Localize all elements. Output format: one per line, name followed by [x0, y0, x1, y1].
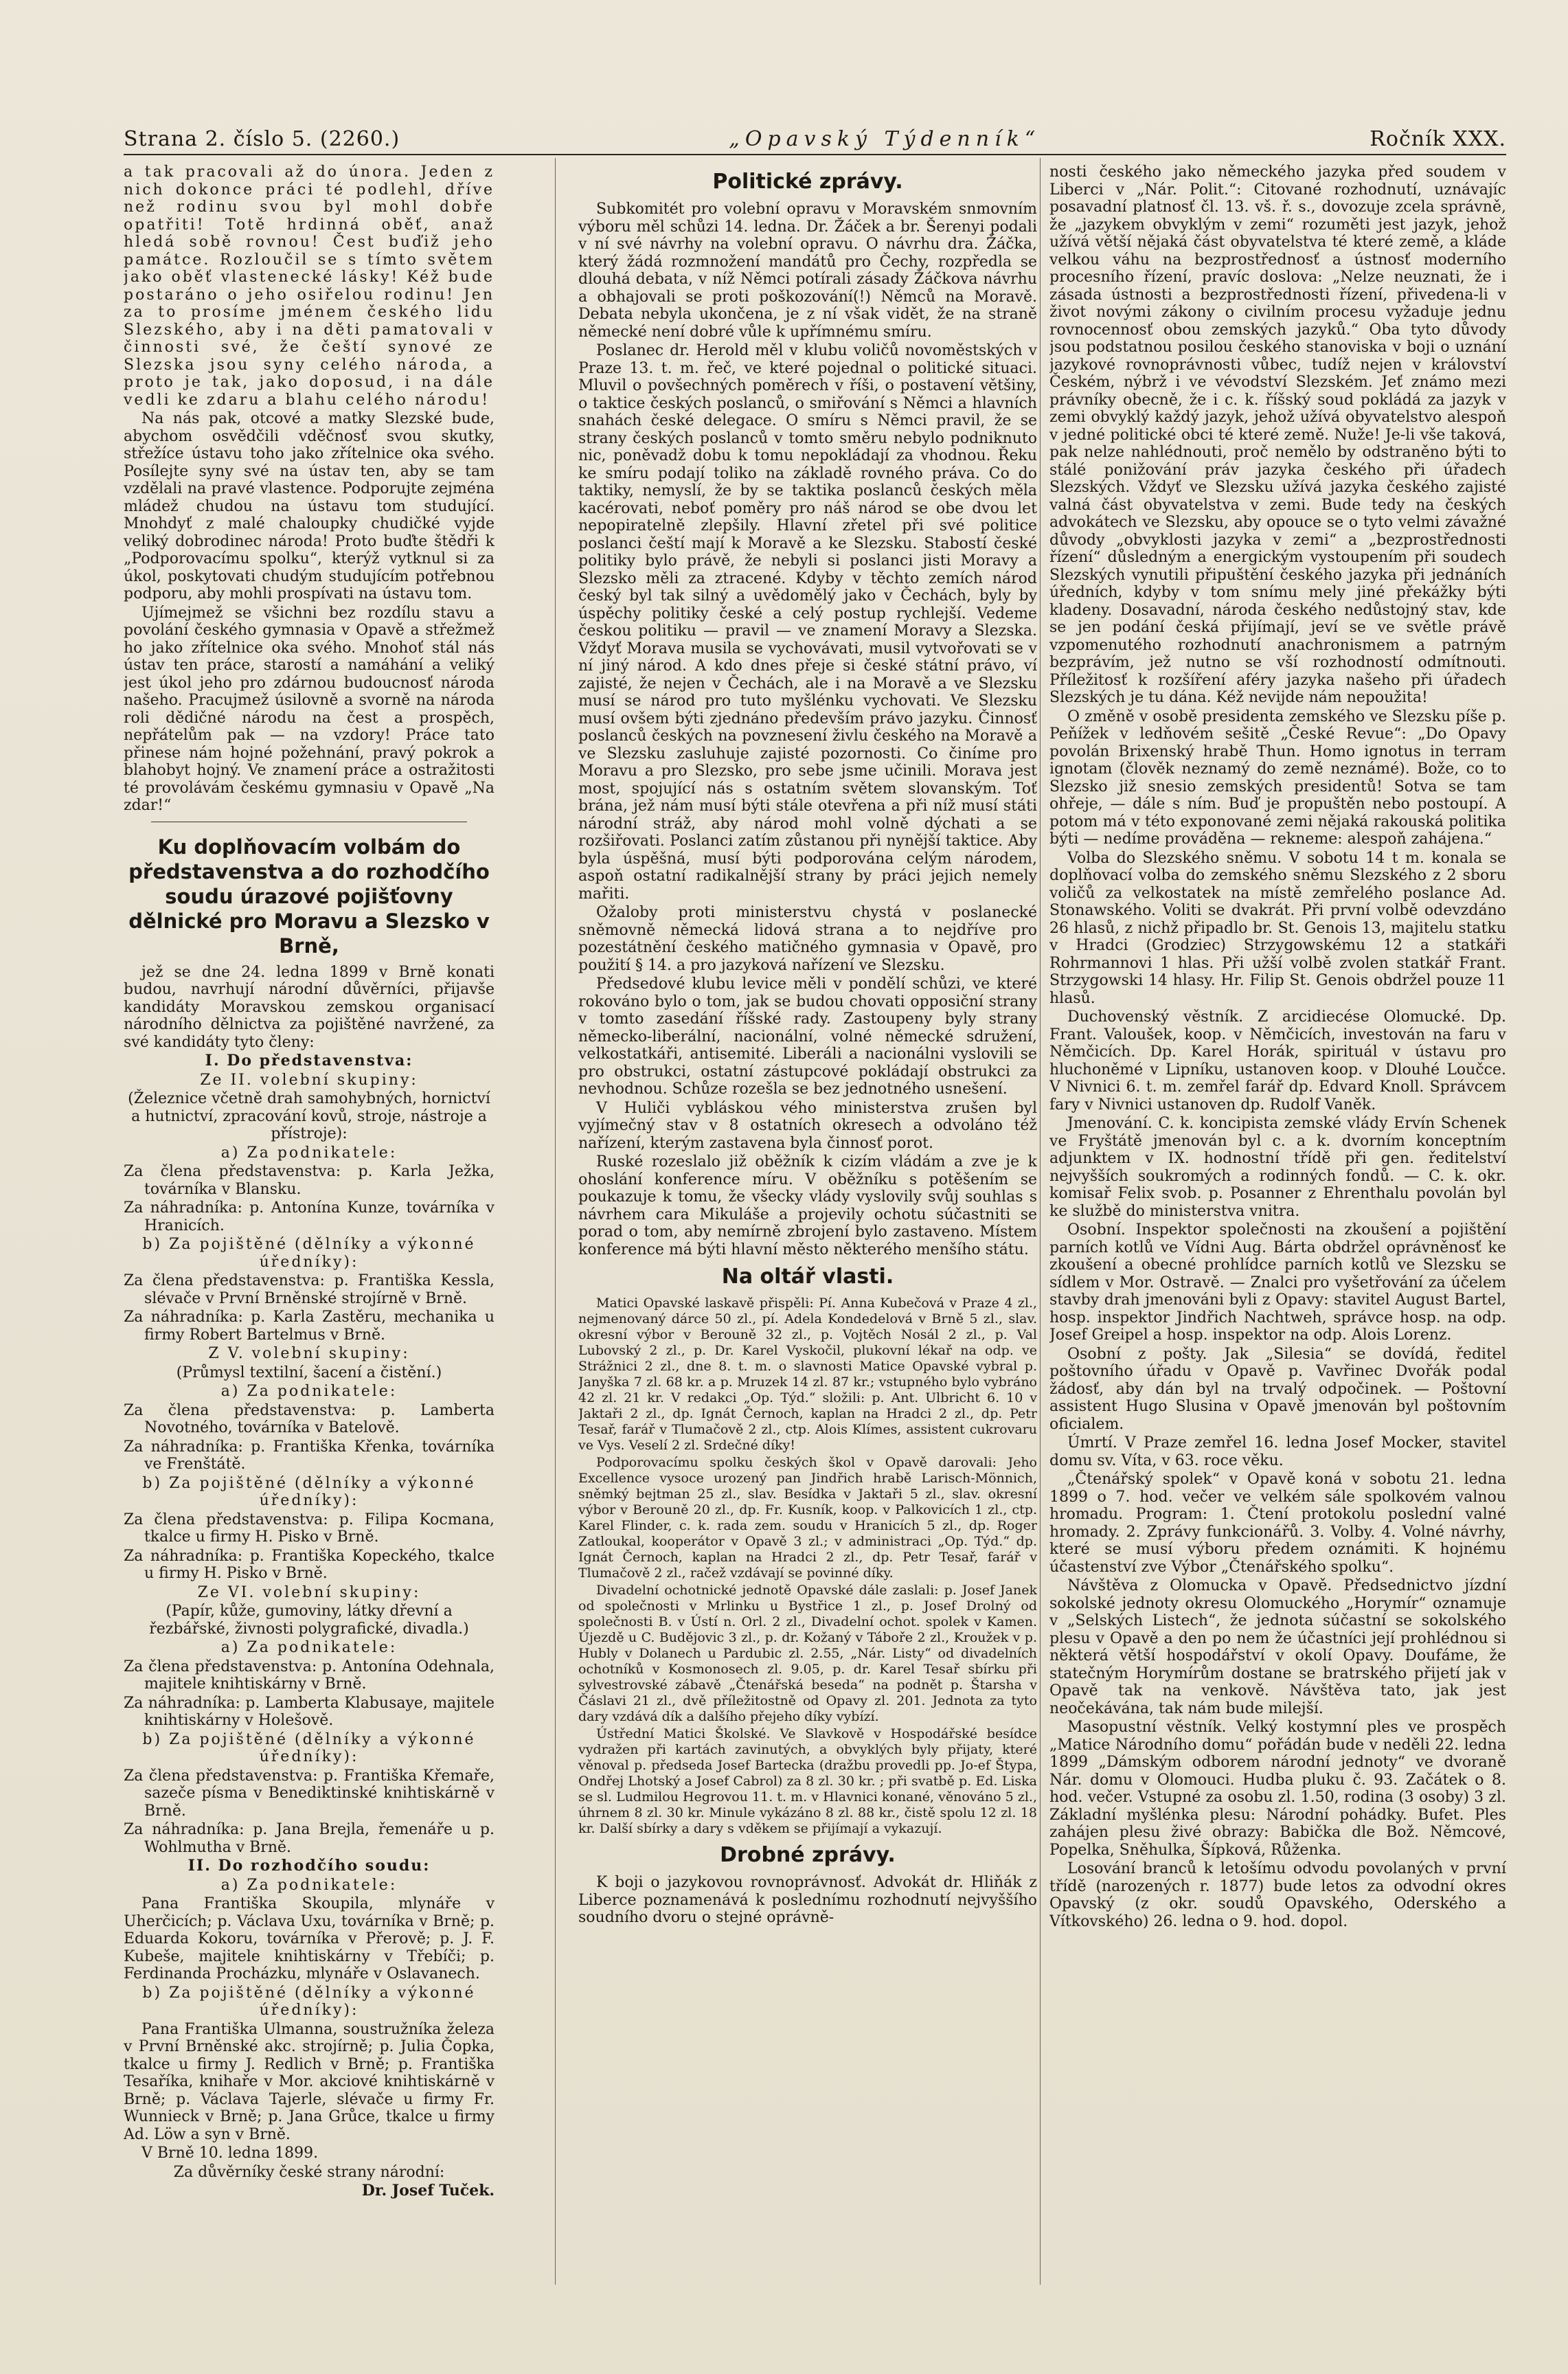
news-item: Osobní. Inspektor společnosti na zkoušení a pojištění parních kotlů ve Vídni Aug. Bárta obdržel oprávněnosť ke zkoušení a obecné prohlídce parních kotlů ve Slezsku se sídlem v Mor. Ostravě. — Znalci pro vyšetřování za účelem stavby drah jmenováni byli z Opavy: stavitel August Bartel, hosp. inspektor Jindřich Nachtweh, správce hosp. na odp. Josef Greipel a hosp. inspektor na odp. Alois Lorenz.: [1049, 1221, 1506, 1344]
article-paragraph: Ruské rozeslalo již oběžník k cizím vládám a zve je k ohoslání konference míru. V oběžníku s potěšením se poukazuje k tomu, že všecky vlády vyslovily svůj souhlas s návrhem cara Mikuláše a projevily ochotu súčastniti se porad o tom, aby nemírně zbrojení bylo zastaveno. Místem konference má býti hlavní město některého menšího státu.: [578, 1153, 1037, 1258]
candidate-line: Pana Františka Skoupila, mlynáře v Uherčicích; p. Václava Uxu, továrníka v Brně; p. Eduarda Kokoru, továrníka v Přerově; p. J. F. Kubeše, majitele knihtiskárny v Třebíči; p. Ferdinanda Procházku, mlynáře v Oslavanech.: [124, 1895, 495, 1982]
page-number: Strana 2. číslo 5. (2260.): [124, 127, 400, 151]
article-paragraph: Poslanec dr. Herold měl v klubu voličů novoměstských v Praze 13. t. m. řeč, ve které pojednal o politické situaci. Mluvil o povšechných poměrech v říši, o postavení většiny, o taktice českých poslanců, o smiřování s Němci a hlavních snahách české delegace. O smíru s Němci pravil, že se strany českých poslanců v tomto směru nebylo podniknuto nic, poněvadž dobu k tomu nepokládají za vhodnou. Řeku ke smíru podají toliko na základě rovného práva. Co do taktiky, nemyslí, že by se taktika poslanců českých měla kacérovati, neboť poměry pro náš národ se obe dvou let nepopiratelně zlepšily. Hlavní zřetel při své politice poslanci čeští mají k Moravě a ke Slezsku. Stabostí české politiky bylo právě, že nebyli si poslanci jisti Moravy a Slezsko měli za ztracené. Kdyby v těchto zemích národ český byl tak silný a uvědomělý jako v Čechách, byly by úspěchy politiky české a celý postup rychlejší. Vedeme českou politiku — pravil — ve znamení Moravy a Slezska. Vždyť Morava musila se vychovávati, musil vytvořovati se v ní jiný národ. A kdo dnes přeje si české státní právo, ví zajisté, že nejen v Čechách, ale i na Moravě a ve Slezsku musí se národ pro tuto myšlénku vychovati. Ve Slezsku musí ovšem býti zjednáno především právo jazyku. Činnosť poslanců českých na povznesení živlu českého na Moravě a ve Slezsku zasluhuje zajisté pozornosti. Co činíme pro Moravu a pro Slezsko, pro sebe jsme učinili. Morava jest most, spojující nás s ostatním světem slovanským. Toť brána, jež nám musí býti stále otevřena a při níž musí státi národní stráž, aby národ mohl volně dýchati a se rozšiřovati. Poslanci zatím zůstanou při nynější taktice. Aby byla úspěšná, musí býti podporována celým národem, aspoň ostatní radikalnější strany by práci jejich nemely mařiti.: [578, 342, 1037, 903]
section-title-na-oltar-vlasti: Na oltář vlasti.: [721, 1265, 894, 1289]
category-heading: a) Za podnikatele:: [220, 1383, 398, 1400]
candidate-line: Za náhradníka: p. Jana Brejla, řemenáře u p. Wohlmutha v Brně.: [124, 1821, 495, 1856]
news-item: Úmrtí. V Praze zemřel 16. ledna Josef Mocker, stavitel domu sv. Víta, v 63. roce věku.: [1049, 1434, 1506, 1469]
section-title-drobne-zpravy: Drobné zprávy.: [720, 1843, 896, 1867]
subsection-heading: Ze II. volební skupiny:: [200, 1071, 418, 1089]
news-item: „Čtenářský spolek“ v Opavě koná v sobotu 21. ledna 1899 o 7. hod. večer ve velkém sále spolkovém valnou hromadu. Program: 1. Čtení protokolu poslední valné hromady. 2. Zprávy funkcionářů. 3. Volby. 4. Volné návrhy, které se musí výboru předem oznámiti. K hojnému účastenství zve Výbor „Čtenářského spolku“.: [1049, 1471, 1506, 1576]
donation-paragraph: Ústřední Matici Školské. Ve Slavkově v Hospodářské besídce vydražen při kartách zavinutých, a obvyklých byly přijaty, které věnoval p. předseda Josef Bartecka (dražbu provedli pp. Jo-ef Štypa, Ondřej Lhotský a Josef Cabrol) za 8 zl. 30 kr. ; při svatbě p. Ed. Liska se sl. Ludmilou Hegrovou 11. t. m. v Hlavnici konané, věnováno 5 zl., úhrnem 8 zl. 30 kr. Minule vykázáno 8 zl. 88 kr., čistě spolu 12 zl. 18 kr. Další sbírky a dary s vděkem se přijímají a vykazují.: [578, 1726, 1037, 1836]
candidate-line: Pana Františka Ulmanna, soustružníka železa v První Brněnské akc. strojírně; p. Julia Čopka, tkalce u firmy J. Redlich v Brně; p. Františka Tesaříka, knihaře v Mor. akciové knihtiskárně v Brně; p. Václava Tajerle, slévače u firmy Fr. Wunnieck v Brně; p. Jana Grůce, tkalce u firmy Ad. Löw a syn v Brně.: [124, 2020, 495, 2143]
signature: Dr. Josef Tuček.: [361, 2182, 495, 2200]
candidate-line: Za člena představenstva: p. Lamberta Novotného, továrníka v Batelově.: [124, 1401, 495, 1436]
news-item: Osobní z pošty. Jak „Silesia“ se dovídá, ředitel poštovního úřadu v Opavě p. Vavřinec Dvořák podal žádosť, aby dán byl na trvalý odpočinek. — Poštovní assistent Hugo Slusina v Opavě jmenován byl poštovním oficialem.: [1049, 1345, 1506, 1433]
candidate-line: Za člena představenstva: p. Antonína Odehnala, majitele knihtiskárny v Brně.: [124, 1658, 495, 1693]
news-item: Jmenování. C. k. koncipista zemské vlády Ervín Schenek ve Fryštátě jmenován byl c. a k. dvorním konceptním adjunktem v IX. hodnostní třídě při gen. ředitelství nejvyšších soukromých a rodinných fondů. — C. k. okr. komisař Felix svob. p. Posanner z Ehrenthalu povolán byl ke službě do ministerstva vnitra.: [1049, 1115, 1506, 1220]
header-rule: [124, 154, 1506, 155]
donation-paragraph: Matici Opavské laskavě přispěli: Pí. Anna Kubečová v Praze 4 zl., nejmenovaný dárce 50 zl., pí. Adela Kondedelová v Brně 5 zl., slav. okresní výbor v Berouně 32 zl., p. Vojtěch Nosál 2 zl., p. Val Lubovský 2 zl., p. Dr. Karel Vyskočil, plukovní lékař na odp. ve Strážnici 2 zl., dne 8. t. m. o slavnosti Matice Opavské vybral p. Janyška 7 zl. 68 kr. a p. Mruzek 14 zl. 87 kr.; vstupného bylo vybráno 42 zl. 21 kr. V redakci „Op. Týd.“ složili: p. Ant. Ulbricht 6. 10 v Jaktaři 2 zl., dp. Ignát Černoch, kaplan na Hradci 2 zl., dp. Petr Tesař, farář v Tlumačově 2 zl., ctp. Alois Klímes, assistent cukrovaru ve Vys. Veselí 2 zl. Srdečné díky!: [578, 1296, 1037, 1453]
news-item: Volba do Slezského sněmu. V sobotu 14 t m. konala se doplňovací volba do zemského sněmu Slezského z 2 sboru voličů za velkostatek na místě zemřelého poslance Ad. Stonawského. Voliti se dvakrát. Při první volbě odevzdáno 26 hlasů, z nichž připadlo br. St. Genois 13, majitelu statku v Hradci (Grodziec) Strzygowskému 12 a statkáři Rohrmannovi 1 hlas. Při užší volbě zvolen statkář Frant. Strzygowski 14 hlasy. Hr. Filip St. Genois obdržel pouze 11 hlasů.: [1049, 849, 1506, 1007]
column-2: [578, 163, 1037, 2292]
section-title-politicke-zpravy: Politické zprávy.: [712, 170, 903, 194]
article-paragraph: V Huliči vybláskou vého ministerstva zrušen byl vyjímečný stav v 8 ostatních okresech a odvoláno též nařízení, kterým zastavena byla činnosť porot.: [578, 1099, 1037, 1152]
news-item: Masopustní věstník. Velký kostymní ples ve prospěch „Matice Národního domu“ pořádán bude v neděli 22. ledna 1899 „Dámským odborem národní jednoty“ ve dvoraně Nár. domu v Olomouci. Hudba pluku č. 93. Začátek o 8. hod. večer. Vstupné za osobu zl. 1.50, rodina (3 osoby) 3 zl. Základní myšlénka plesu: Národní pohádky. Bufet. Ples zahájen plesu živé obrazy: Babička dle Bož. Němcové, Popelka, Sněhulka, Šípková, Růženka.: [1049, 1719, 1506, 1859]
column-divider: [555, 158, 556, 2285]
dateline: V Brně 10. ledna 1899.: [141, 2145, 319, 2162]
news-item: Duchovenský věstník. Z arcidiecése Olomucké. Dp. Frant. Valoušek, koop. v Němčicích, investován na faru v Němčicích. Dp. Karel Horák, spirituál v ústavu pro hluchoněmé v Lipníku, ustanoven koop. v Dlouhé Loučce. V Nivnici 6. t. m. zemřel farář dp. Edvard Knoll. Správcem fary v Nivnici ustanoven dp. Rudolf Vaněk.: [1049, 1008, 1506, 1113]
group-description: (Průmysl textilní, šacení a čistění.): [176, 1364, 442, 1381]
article-paragraph: a tak pracovali až do února. Jeden z nich dokonce práci té podlehl, dříve než rodinu svou byl mohl dobře opatřiti! Totě hrdinná oběť, anaž hledá sobě rovnou! Čest buďiž jeho památce. Rozloučil se s tímto světem jako oběť vlastenecké lásky! Kéž bude postaráno o jeho osiřelou rodinu! Jen za to prosíme jménem českého lidu Slezského, aby i na děti pamatovali v činnosti své, že čeští synové ze Slezska jsou syny celého národa, a proto je tak, jako doposud, i na dále vedli ke zdaru a blahu celého národu!: [124, 163, 495, 409]
article-paragraph: Na nás pak, otcové a matky Slezské bude, abychom osvědčili vděčnosť svou skutky, střežíce ústavu toho jako zřítelnice oka svého. Posílejte syny své na ústav ten, aby se tam vzdělali na pravé vlastence. Podporujte zejména mládež chudou na ústavu tom studující. Mnohdyť z malé chaloupky chudičké vyjde veliký dobrodinec národa! Proto buďte štědři k „Podporovacímu spolku“, kterýž vytknul si za úkol, poskytovati chudým studujícím potřebnou podporu, aby mohli prospívati na ústavu tom.: [124, 410, 495, 602]
candidate-line: Za náhradníka: p. Lamberta Klabusaye, majitele knihtiskárny v Holešově.: [124, 1694, 495, 1729]
candidate-line: Za člena představenstva: p. Filipa Kocmana, tkalce u firmy H. Pisko v Brně.: [124, 1511, 495, 1546]
column-divider: [1040, 158, 1041, 2285]
masthead-title: „Opavský Týdenník“: [729, 127, 1041, 151]
candidate-line: Za náhradníka: p. Františka Kopeckého, tkalce u firmy H. Pisko v Brně.: [124, 1547, 495, 1582]
group-description: (Papír, kůže, gumoviny, látky dřevní a řezbářské, živnosti polygrafické, divadla.): [149, 1603, 469, 1638]
category-heading: b) Za pojištěné (dělníky a výkonné úředníky):: [142, 1730, 476, 1765]
news-item: Návštěva z Olomucka v Opavě. Předsednictvo jízdní sokolské jednoty okresu Olomuckého „Horymír“ oznamuje v „Selských Listech“, že jednota súčastní se sokolského plesu v Opavě a den po nem že účastníci její prohlédnou si některá větší hospodářství v okolí Opavy. Doufáme, že statečným Horymírům dostane se bratrského přijetí jak v Opavě tak na venkově. Návštěva tato, jak jest neočekávána, tak nám bude milejší.: [1049, 1577, 1506, 1717]
election-article-title: Ku doplňovacím volbám do představenstva a do rozhodčího soudu úrazové pojišťovny dělnické pro Moravu a Slezsko v Brně,: [128, 835, 490, 958]
donation-paragraph: Podporovacímu spolku českých škol v Opavě darovali: Jeho Excellence vysoce urozený pan Jindřich hrabě Larisch-Mönnich, sněmký bejtman 25 zl., slav. Besídka v Jaktaři 5 zl., slav. okresní výbor v Berouně 20 zl., dp. Fr. Kusník, koop. v Palkovicích 1 zl., ctp. Karel Flinder, c. k. rada zem. soudu v Hranicích 5 zl., dp. Roger Zatloukal, kooperátor v Opavě 3 zl.; v administraci „Op. Týd.“ dp. Ignát Černoch, kaplan na Hradci 2 zl., dp. Petr Tesař, farář v Tlumačově 2 zl., račež vzdávají se povinné díky.: [578, 1455, 1037, 1581]
election-intro: jež se dne 24. ledna 1899 v Brně konati budou, navrhují národní důvěrníci, přijavše kandidáty Moravskou zemskou organisací národního dělnictva za pojištěné navržené, za své kandidáty tyto členy:: [124, 963, 495, 1051]
candidate-line: Za člena představenstva: p. Františka Křemaře, sazeče písma v Benediktinské knihtiskárně v Brně.: [124, 1767, 495, 1820]
donation-paragraph: Divadelní ochotnické jednotě Opavské dále zaslali: p. Josef Janek od společnosti v Mrlinku u Bystřice 1 zl., p. Josef Drolný od společnosti B. v Ústí n. Orl. 2 zl., Divadelní ochot. spolek v Kamen. Újezdě u C. Budějovic 3 zl., p. dr. Kožaný v Táboře 2 zl., Kroužek v p. Hubly v Dolanech u Pardubic zl. 2.55, „Nár. Listy“ od divadelních ochotníků v Kosmonosech zl. 9.05, p. dr. Karel Tesař sbírku při sylvestrovské zábavě „Čtenářská beseda“ na podnět p. Štarsha v Čáslavi 21 zl., dvě příležitostně od Opavy zl. 201. Jednota za tyto dary vzdává dík a dalšího přejeho díky vybízí.: [578, 1583, 1037, 1724]
category-heading: b) Za pojištěné (dělníky a výkonné úředníky):: [142, 1474, 476, 1509]
candidate-line: Za člena představenstva: p. Karla Ježka, továrníka v Blansku.: [124, 1163, 495, 1198]
column-1: [124, 163, 495, 2292]
article-paragraph: Předsedové klubu levice měli v pondělí schůzi, ve které rokováno bylo o tom, jak se budou chovati opposiční strany v tomto zasedání říšské rady. Zastoupeny byly strany německo-liberální, nacionální, volné německé sdružení, velkostatkáři, antisemité. Liberáli a nacionálni vyslovili se pro obstrukci, ostatní zástupcové pokládají obstrukci za nevhodnou. Schůze rozešla se bez jednotného usnešení.: [578, 975, 1037, 1098]
news-item: Losování branců k letošímu odvodu povolaných v první třídě (narozených r. 1877) bude letos za odvodní okres Opavský (z okr. soudů Opavského, Oderského a Vítkovského) 26. ledna o 9. hod. dopol.: [1049, 1860, 1506, 1930]
article-paragraph: Ožaloby proti ministerstvu chystá v poslanecké sněmovně německá lidová strana a to nejdříve pro pozestátnění českého matičného gymnasia v Opavě, pro použití § 14. a pro jazyková nařízení ve Slezsku.: [578, 904, 1037, 974]
article-paragraph: K boji o jazykovou rovnoprávnosť. Advokát dr. Hliňák z Liberce poznamenává k poslednímu rozhodnutí nejvyššího soudního dvoru o stejné oprávně-: [578, 1874, 1037, 1926]
category-heading: a) Za podnikatele:: [220, 1144, 398, 1162]
article-paragraph: Ujímejmež se všichni bez rozdílu stavu a povolání českého gymnasia v Opavě a střežmež ho jako zřítelnice oka svého. Mnohoť stál nás ústav ten práce, starostí a namáhání a veliký jest úkol jeho pro zdárnou budoucnosť národa našeho. Pracujmež úsilovně a svorně na národa roli dědičné národu na čest a prospěch, nepřátelům pak — na vzdory! Práce tato přinese nám hojné požehnání, pravý pokrok a blahobyt hojný. Ve znamení práce a ostražitosti té provolávám českému gymnasiu v Opavě „Na zdar!“: [124, 604, 495, 814]
article-paragraph: Subkomitét pro volební opravu v Moravském snmovním výboru měl schůzi 14. ledna. Dr. Žáček a br. Šerenyi podali v ní své návrhy na volební opravu. O návrhu dra. Žáčka, který žádá rozmnožení mandátů pro Čechy, rozpředla se dlouhá debata, v níž Němci potírali zásady Žáčkova návrhu a obhajovali se proti poškozování(!) Němců na Moravě. Debata nebyla ukončena, je z ní však vidět, že na straně německé není dobré vůle k upřímnému smíru.: [578, 201, 1037, 341]
section-heading: I. Do představenstva:: [205, 1052, 413, 1070]
group-description: (Železnice včetně drah samohybných, hornictví a hutnictví, zpracování kovů, stroje, nástroje a přístroje):: [128, 1090, 490, 1142]
category-heading: a) Za podnikatele:: [220, 1639, 398, 1656]
volume-number: Ročník XXX.: [1370, 127, 1506, 151]
page-header: [124, 110, 1506, 151]
news-item: O změně v osobě presidenta zemského ve Slezsku píše p. Peňížek v ledňovém sešitě „České Revue“: „Do Opavy povolán Brixenský hrabě Thun. Homo ignotus in terram ignotam (člověk neznamý do země neznámé). Bože, co to Slezsko již snesio zemských presidentů! Sotva se tam ohřeje, — dále s ním. Buď je propuštěn nebo postoupí. A potom má v této exponované zemi nějaká rakouská politika býti — nedíme prováděna — rekneme: alespoň zahájena.“: [1049, 708, 1506, 848]
category-heading: a) Za podnikatele:: [220, 1876, 398, 1894]
article-paragraph: nosti českého jako německého jazyka před soudem v Liberci v „Nár. Polit.“: Citované rozhodnutí, uznávajíc posavadní platnosť čl. 13. vš. ř. s., dovozuje zcela správně, že „jazykem obvyklým v zemi“ rozuměti jest jazyk, jehož užívá větší nějaká část obyvatelstva té které země, a kláde velkou váhu na bezprostřednosť a ústnosť moderního procesního řízení, pravíc doslova: „Nelze neuznati, že i zásada ústnosti a bezprostřednosti řízení, přivedena-li v život novými zákony o civilním procesu vyžaduje jednu rovnocennosť obou zemských jazyků.“ Oba tyto důvody jsou podstatnou posilou českého stanoviska v boji o uznání jazykové rovnoprávnosti vůbec, tudíž nejen v království Českém, nýbrž i ve vévodství Slezském. Jeť známo mezi právníky obecně, že i c. k. říšský soud pokládá za jazyk v zemi obvyklý každý jazyk, jehož užívá obyvatelstvo alespoň v jedné politické obci té které země. Nuže! Je-li vše taková, pak nelze nahlédnouti, proč nemělo by odstraněno býti to stálé ponižování práv jazyka českého při úřadech Slezských. Vždyť ve Slezsku užívá jazyka českého zajisté valná část obyvatelstva v zemi. Bude tedy na českých advokátech ve Slezsku, aby opouce se o tyto velmi závažné důvody „obvyklosti jazyka v zemi“ a „bezprostřednosti řízení“ důsledným a energickým vystoupením při soudech Slezských vynutili připuštění českého jazyka při jednáních úředních, kdyby v tom snímu mely jiné překážky býti kladeny. Dosavadní, národa českého nedůstojný stav, kde se jen podání česká přijímají, jeví se ve světle právě vzpomenutého rozhodnutí anachronismem a patrným bezprávím, jež nutno se vší rozhodností odmítnouti. Příležitosť k rozšíření aféry jazyka našeho při úřadech Slezských je tu dána. Kéž nevijde nám nepoužita!: [1049, 163, 1506, 706]
subsection-heading: Ze VI. volební skupiny:: [197, 1583, 421, 1601]
candidate-line: Za náhradníka: p. Františka Křenka, továrníka ve Frenštátě.: [124, 1438, 495, 1473]
candidate-line: Za náhradníka: p. Antonína Kunze, továrníka v Hranicích.: [124, 1199, 495, 1234]
category-heading: b) Za pojištěné (dělníky a výkonné úředníky):: [142, 1236, 476, 1271]
subsection-heading: Z V. volební skupiny:: [208, 1345, 410, 1362]
candidate-line: Za náhradníka: p. Karla Zastěru, mechanika u firmy Robert Bartelmus v Brně.: [124, 1309, 495, 1344]
candidate-line: Za člena představenstva: p. Františka Kessla, slévače v První Brněnské strojírně v Brně.: [124, 1272, 495, 1307]
signature-intro: Za důvěrníky české strany národní:: [173, 2163, 445, 2181]
category-heading: b) Za pojištěné (dělníky a výkonné úředníky):: [142, 1984, 476, 2019]
column-3: [1049, 163, 1506, 2292]
section-heading: II. Do rozhodčího soudu:: [188, 1857, 431, 1875]
